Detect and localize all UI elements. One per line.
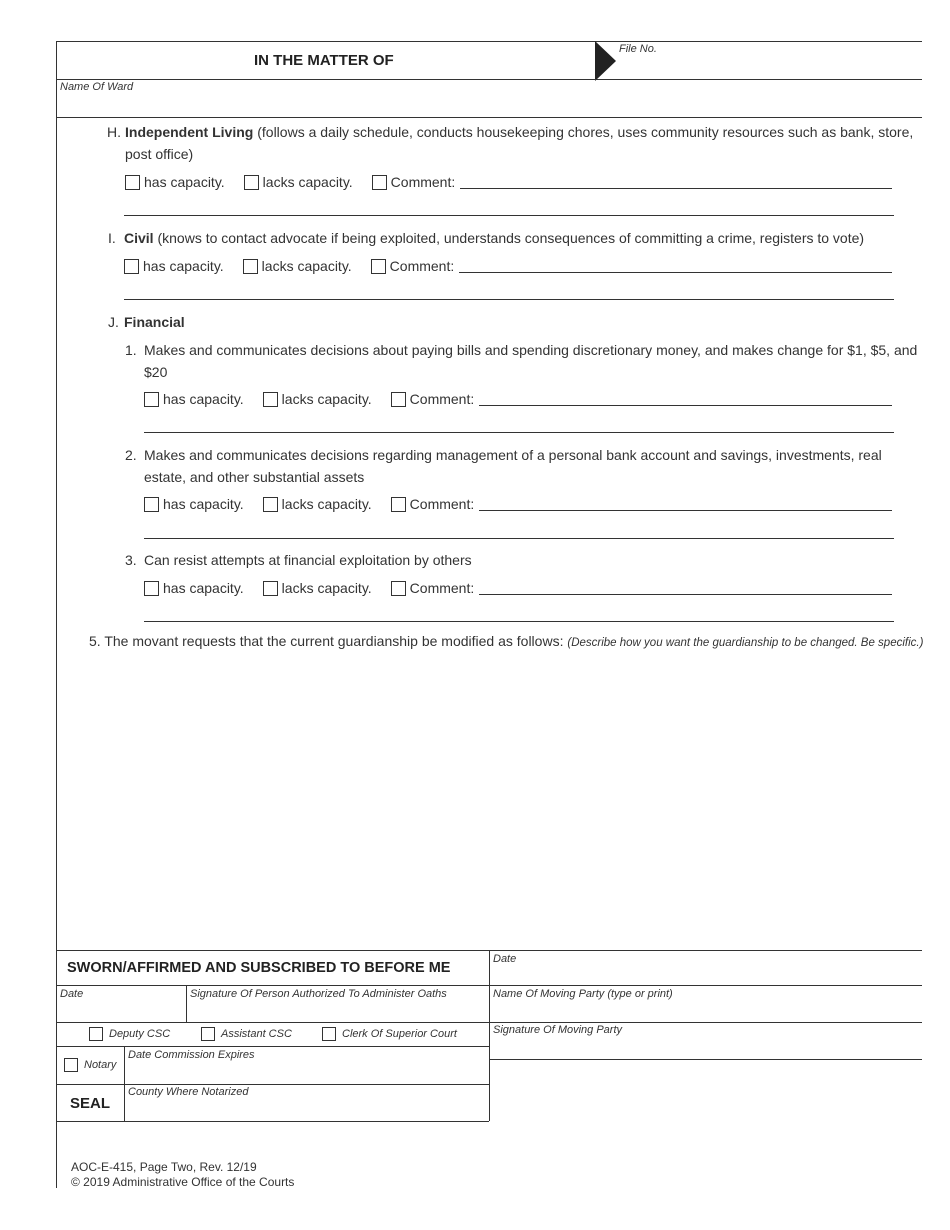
item-5-request: 5. The movant requests that the current guardianship be modified as follows: bbox=[89, 633, 564, 649]
ward-bottom-rule bbox=[56, 117, 922, 118]
form-id: AOC-E-415, Page Two, Rev. 12/19 bbox=[71, 1160, 257, 1174]
financial-item-1-num: 1. bbox=[125, 342, 137, 358]
lacks-capacity-option[interactable]: lacks capacity. bbox=[263, 391, 372, 407]
checkbox[interactable] bbox=[391, 581, 406, 596]
checkbox[interactable] bbox=[322, 1027, 336, 1041]
oath-title: SWORN/AFFIRMED AND SUBSCRIBED TO BEFORE ME bbox=[67, 960, 451, 976]
comment-input-line[interactable] bbox=[479, 581, 892, 595]
financial-item-1-text: Makes and communicates decisions about paying bills and spending discretionary money, and makes change for $1, $5, and $20 bbox=[144, 342, 918, 380]
commission-expires-label: Date Commission Expires bbox=[128, 1049, 255, 1061]
lacks-capacity-option[interactable]: lacks capacity. bbox=[263, 496, 372, 512]
checkbox[interactable] bbox=[243, 259, 258, 274]
oath-row-4-rule bbox=[56, 1084, 489, 1085]
has-capacity-option[interactable]: has capacity. bbox=[144, 391, 244, 407]
section-j-letter: J. bbox=[108, 314, 119, 330]
notary-option[interactable]: Notary bbox=[64, 1058, 116, 1072]
has-capacity-option[interactable]: has capacity. bbox=[125, 174, 225, 190]
comment-input-line[interactable] bbox=[479, 392, 892, 406]
oath-row-2-rule bbox=[56, 1022, 922, 1023]
oath-row-3-rule bbox=[56, 1046, 489, 1047]
checkbox[interactable] bbox=[124, 259, 139, 274]
comment-input-line[interactable] bbox=[479, 497, 892, 511]
checkbox[interactable] bbox=[244, 175, 259, 190]
header-bottom-rule bbox=[56, 79, 922, 80]
oath-bottom-rule bbox=[56, 1121, 489, 1122]
movant-signature-label: Signature Of Moving Party bbox=[493, 1024, 623, 1036]
left-margin-rule bbox=[56, 41, 57, 1188]
movant-date-label: Date bbox=[493, 953, 517, 965]
clerk-superior-court-option[interactable]: Clerk Of Superior Court bbox=[322, 1027, 457, 1041]
checkbox[interactable] bbox=[372, 175, 387, 190]
copyright: © 2019 Administrative Office of the Courts bbox=[71, 1175, 295, 1189]
financial-item-2-options bbox=[144, 495, 892, 513]
has-capacity-option[interactable]: has capacity. bbox=[144, 580, 244, 596]
lacks-capacity-option[interactable]: lacks capacity. bbox=[243, 258, 352, 274]
checkbox[interactable] bbox=[391, 392, 406, 407]
section-h-title: Independent Living bbox=[125, 124, 254, 140]
section-i-text bbox=[124, 227, 919, 249]
comment-option[interactable]: Comment: bbox=[371, 258, 455, 274]
checkbox[interactable] bbox=[125, 175, 140, 190]
financial-item-1-options bbox=[144, 390, 892, 408]
section-i-title: Civil bbox=[124, 230, 154, 246]
deputy-csc-option[interactable]: Deputy CSC bbox=[89, 1027, 170, 1041]
checkbox[interactable] bbox=[89, 1027, 103, 1041]
seal-label: SEAL bbox=[70, 1095, 111, 1112]
comment-second-line[interactable] bbox=[144, 538, 894, 539]
county-notarized-label: County Where Notarized bbox=[128, 1086, 249, 1098]
checkbox[interactable] bbox=[263, 392, 278, 407]
financial-item-3-num: 3. bbox=[125, 552, 137, 568]
lacks-capacity-option[interactable]: lacks capacity. bbox=[263, 580, 372, 596]
lacks-capacity-option[interactable]: lacks capacity. bbox=[244, 174, 353, 190]
assistant-csc-option[interactable]: Assistant CSC bbox=[201, 1027, 292, 1041]
oath-signature-label: Signature Of Person Authorized To Administer Oaths bbox=[190, 988, 447, 1000]
section-i-letter: I. bbox=[108, 230, 116, 246]
comment-input-line[interactable] bbox=[460, 175, 892, 189]
checkbox[interactable] bbox=[201, 1027, 215, 1041]
checkbox[interactable] bbox=[144, 581, 159, 596]
movant-signature-field[interactable] bbox=[490, 1038, 920, 1058]
comment-second-line[interactable] bbox=[124, 299, 894, 300]
section-i-options bbox=[124, 257, 892, 275]
modification-description-area[interactable] bbox=[89, 656, 919, 946]
section-h-options bbox=[125, 173, 892, 191]
item-5-instruction: (Describe how you want the guardianship to be changed. Be specific.) bbox=[567, 637, 924, 649]
checkbox[interactable] bbox=[371, 259, 386, 274]
item-5-text bbox=[89, 630, 924, 654]
comment-option[interactable]: Comment: bbox=[391, 496, 475, 512]
checkbox[interactable] bbox=[64, 1058, 78, 1072]
oath-date-divider bbox=[186, 985, 187, 1022]
comment-option[interactable]: Comment: bbox=[372, 174, 456, 190]
section-h-text bbox=[125, 121, 920, 165]
comment-second-line[interactable] bbox=[124, 215, 894, 216]
comment-option[interactable]: Comment: bbox=[391, 391, 475, 407]
header-top-rule bbox=[56, 41, 922, 42]
movant-date-field[interactable] bbox=[490, 966, 920, 984]
checkbox[interactable] bbox=[263, 497, 278, 512]
section-h-desc: (follows a daily schedule, conducts housekeeping chores, uses community resources such as bank, store, post office) bbox=[125, 124, 914, 162]
has-capacity-option[interactable]: has capacity. bbox=[144, 496, 244, 512]
financial-item-2-num: 2. bbox=[125, 447, 137, 463]
section-i-desc: (knows to contact advocate if being exploited, understands consequences of committing a crime, registers to vote) bbox=[157, 230, 865, 246]
section-j-title: Financial bbox=[124, 314, 185, 330]
checkbox[interactable] bbox=[391, 497, 406, 512]
movant-signature-rule bbox=[489, 1059, 922, 1060]
comment-second-line[interactable] bbox=[144, 621, 894, 622]
file-no-label: File No. bbox=[619, 43, 657, 55]
comment-option[interactable]: Comment: bbox=[391, 580, 475, 596]
has-capacity-option[interactable]: has capacity. bbox=[124, 258, 224, 274]
checkbox[interactable] bbox=[144, 497, 159, 512]
oath-date-label: Date bbox=[60, 988, 84, 1000]
comment-second-line[interactable] bbox=[144, 432, 894, 433]
checkbox[interactable] bbox=[144, 392, 159, 407]
section-h-letter: H. bbox=[107, 124, 121, 140]
checkbox[interactable] bbox=[263, 581, 278, 596]
ward-name-label: Name Of Ward bbox=[60, 81, 134, 93]
financial-item-2-text: Makes and communicates decisions regarding management of a personal bank account and savings, investments, real estate, and other substantial assets bbox=[144, 447, 882, 485]
movant-name-label: Name Of Moving Party (type or print) bbox=[493, 988, 673, 1000]
movant-name-field[interactable] bbox=[490, 1002, 920, 1021]
financial-item-3-text: Can resist attempts at financial exploitation by others bbox=[144, 552, 472, 568]
matter-title: IN THE MATTER OF bbox=[254, 52, 394, 69]
comment-input-line[interactable] bbox=[459, 259, 892, 273]
financial-item-3-options bbox=[144, 579, 892, 597]
file-no-arrow-icon bbox=[595, 41, 617, 81]
